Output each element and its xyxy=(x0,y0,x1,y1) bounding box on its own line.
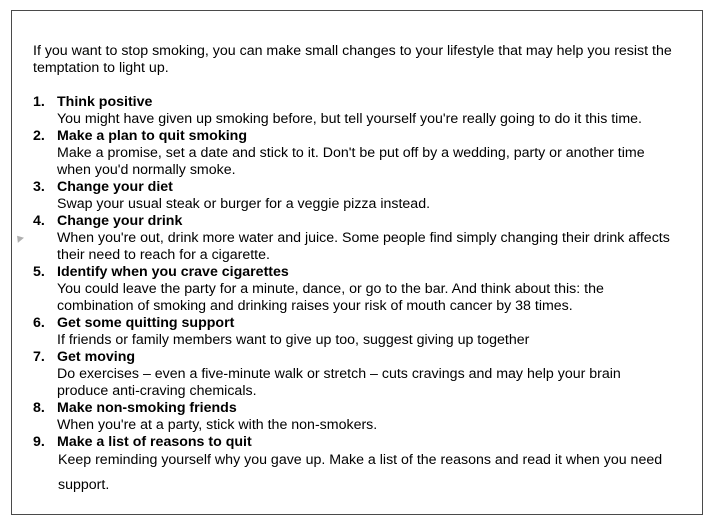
tips-list xyxy=(33,94,673,498)
tip-body: Make a promise, set a date and stick to it. Don't be put off by a wedding, party or another time when you'd normally smoke. xyxy=(57,145,645,178)
tip-body: When you're at a party, stick with the non-smokers. xyxy=(57,417,378,433)
tip-title: Think positive xyxy=(57,94,153,110)
list-item xyxy=(33,264,673,315)
tip-body: You could leave the party for a minute, dance, or go to the bar. And think about this: the combination of smoking and drinking raises your risk of mouth cancer by 38 times. xyxy=(57,281,604,314)
tip-number: 1. xyxy=(33,94,45,110)
tip-title: Change your diet xyxy=(57,179,173,195)
tip-number: 3. xyxy=(33,179,45,195)
tip-title: Change your drink xyxy=(57,213,183,229)
tip-title: Make a plan to quit smoking xyxy=(57,128,247,144)
tip-title: Make a list of reasons to quit xyxy=(57,434,252,450)
tip-number: 5. xyxy=(33,264,45,280)
document-body[interactable] xyxy=(33,43,673,498)
list-item xyxy=(33,128,673,179)
tip-body: You might have given up smoking before, but tell yourself you're really going to do it this time. xyxy=(57,111,642,127)
list-item xyxy=(33,315,673,349)
list-item xyxy=(33,434,673,498)
tip-number: 7. xyxy=(33,349,45,365)
tip-title: Get some quitting support xyxy=(57,315,235,331)
tip-body: When you're out, drink more water and juice. Some people find simply changing their drink affects their need to reach for a cigarette. xyxy=(57,230,670,263)
tip-number: 9. xyxy=(33,434,45,450)
tip-body: Swap your usual steak or burger for a veggie pizza instead. xyxy=(57,196,431,212)
tip-number: 4. xyxy=(33,213,45,229)
list-item xyxy=(33,400,673,434)
tip-title: Make non-smoking friends xyxy=(57,400,237,416)
tip-number: 2. xyxy=(33,128,45,144)
list-item xyxy=(33,179,673,213)
intro-paragraph: If you want to stop smoking, you can make small changes to your lifestyle that may help you resist the temptation to light up. xyxy=(33,43,672,76)
tip-body: Keep reminding yourself why you gave up. Make a list of the reasons and read it when you need support. xyxy=(58,452,663,493)
tip-number: 8. xyxy=(33,400,45,416)
tip-number: 6. xyxy=(33,315,45,331)
list-item xyxy=(33,349,673,400)
list-item xyxy=(33,94,673,128)
tip-title: Get moving xyxy=(57,349,136,365)
tip-body: If friends or family members want to give up too, suggest giving up together xyxy=(57,332,530,348)
tip-title: Identify when you crave cigarettes xyxy=(57,264,289,280)
tip-body: Do exercises – even a five-minute walk or stretch – cuts cravings and may help your brain produce anti-craving chemicals. xyxy=(57,366,621,399)
list-item xyxy=(33,213,673,264)
